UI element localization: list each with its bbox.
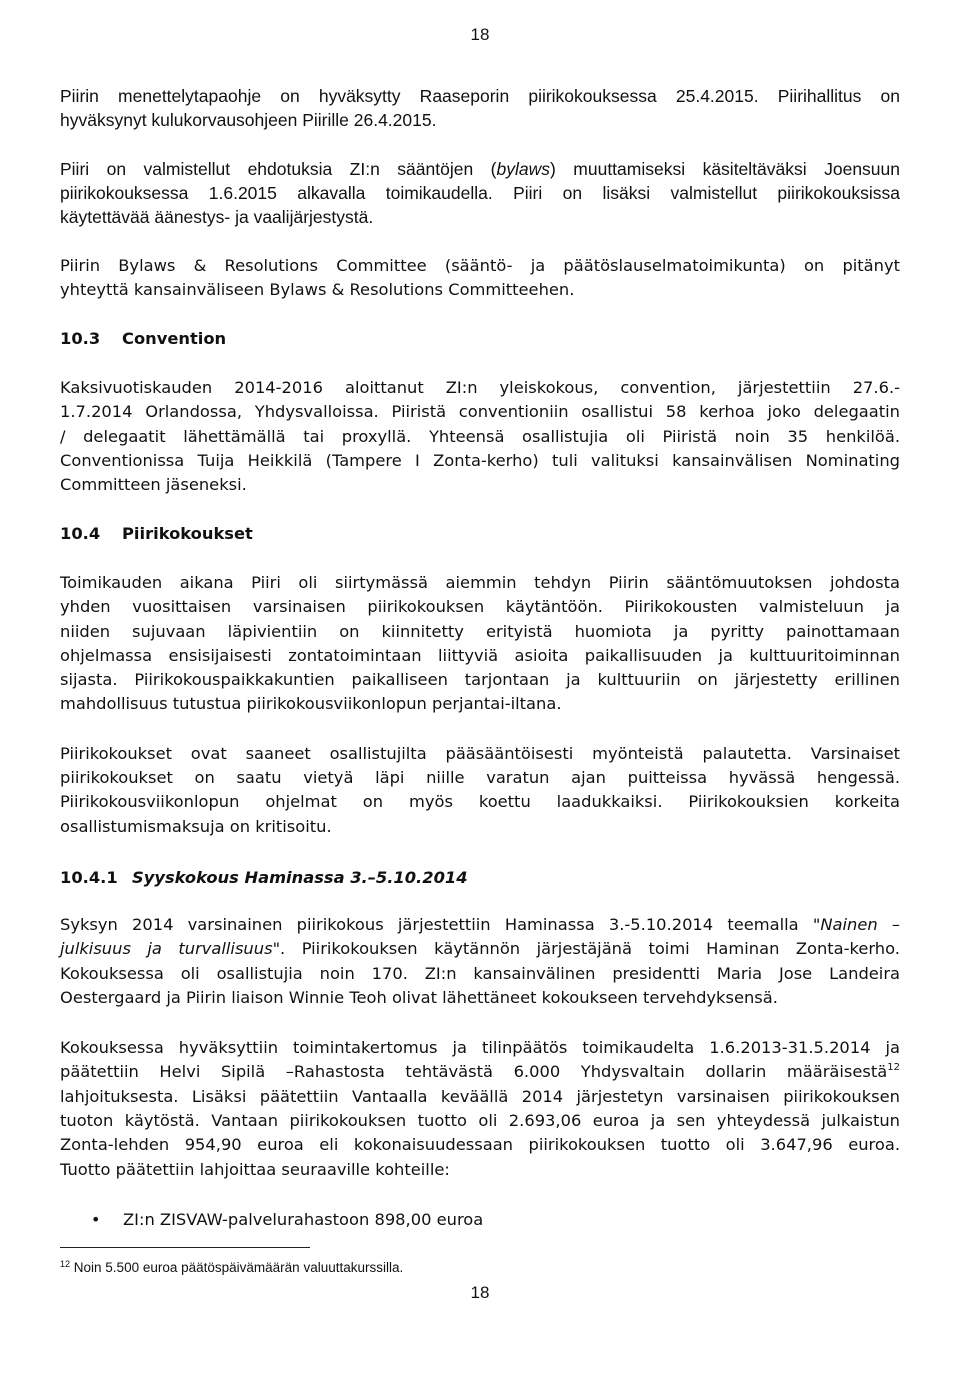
s104-p1-line3: niiden sujuvaan läpivientiin on kiinnitetty erityistä huomiota ja pyritty painottamaan (60, 622, 900, 641)
s103-line4: Conventionissa Tuija Heikkilä (Tampere I Zonta-kerho) tuli valituksi kansainvälisen Nominating (60, 451, 900, 470)
s104-p1-line4: ohjelmassa ensisijaisesti zontatoimintaan liittyviä asioita paikallisuuden ja kulttuuritoiminnan (60, 646, 900, 665)
s103-line1: Kaksivuotiskauden 2014-2016 aloittanut ZI:n yleiskokous, convention, järjestettiin 27.6.- (60, 378, 900, 397)
s103-line5: Committeen jäseneksi. (60, 475, 247, 494)
s104-p1-line6: mahdollisuus tutustua piirikokousviikonlopun perjantai-iltana. (60, 694, 562, 713)
s103-line3: / delegaatit lähettämällä tai proxyllä. Yhteensä osallistujia oli Piiristä noin 35 henkilöä. (60, 427, 900, 446)
intro-p1-line2: hyväksynyt kulukorvausohjeen Piirille 26.4.2015. (60, 110, 437, 130)
page-number-top: 18 (470, 25, 490, 44)
intro-p3-line2: yhteyttä kansainväliseen Bylaws & Resolutions Committeehen. (60, 280, 575, 299)
heading-10-4-1: 10.4.1 Syyskokous Haminassa 3.–5.10.2014 (60, 868, 468, 887)
s1041-p2-line3: lahjoituksesta. Lisäksi päätettiin Vantaalla keväällä 2014 järjestetyn varsinaisen piirikokouksen (60, 1087, 900, 1106)
s1041-p2-line2: päätettiin Helvi Sipilä –Rahastosta tehtävästä 6.000 Yhdysvaltain dollarin määräisestä$^{12}$ (60, 1062, 900, 1081)
s104-p1-line2: yhden vuosittaisen varsinaisen piirikokouksen käytäntöön. Piirikokousten valmisteluun ja (60, 597, 900, 616)
s1041-p2-line5: Zonta-lehden 954,90 euroa eli kokonaisuudessaan piirikokouksen tuotto oli 3.647,96 euroa. (60, 1135, 900, 1154)
footnote-separator (60, 1247, 310, 1248)
page-number-bottom: 18 (470, 1283, 490, 1302)
bullet-icon: • (91, 1210, 101, 1229)
footnote-ref-12[interactable]: 12 (887, 1062, 900, 1073)
s104-p2-line3: Piirikokousviikonlopun ohjelmat on myös koettu laadukkaiksi. Piirikokouksien korkeita (60, 792, 900, 811)
s104-p2-line4: osallistumismaksuja on kritisoitu. (60, 817, 332, 836)
s1041-p2-line1: Kokouksessa hyväksyttiin toimintakertomus ja tilinpäätös toimikaudelta 1.6.2013-31.5.2014 ja (60, 1038, 900, 1057)
s1041-p2-line6: Tuotto päätettiin lahjoittaa seuraaville kohteille: (60, 1160, 450, 1179)
intro-p2-line1: Piiri on valmistellut ehdotuksia ZI:n sääntöjen (bylaws) muuttamiseksi käsiteltäväksi Joensuun (60, 159, 901, 179)
heading-10-4: 10.4 Piirikokoukset (60, 524, 253, 543)
s1041-p1-line2: julkisuus ja turvallisuus". Piirikokouksen käytännön järjestäjänä toimi Haminan Zonta-kerho. (60, 939, 900, 958)
s1041-p1-line1: Syksyn 2014 varsinainen piirikokous järjestettiin Haminassa 3.-5.10.2014 teemalla "Nainen – (60, 915, 901, 934)
intro-p2-line3: käytettävää äänestys- ja vaalijärjestystä. (60, 207, 374, 227)
s1041-p1-line3: Kokouksessa oli osallistujia noin 170. ZI:n kansainvälinen presidentti Maria Jose Landeira (60, 964, 900, 983)
heading-10-3: 10.3 Convention (60, 329, 227, 348)
s1041-p1-line4: Oestergaard ja Piirin liaison Winnie Teoh olivat lähettäneet kokoukseen tervehdyksensä. (60, 988, 778, 1007)
s104-p1-line5: sijasta. Piirikokouspaikkakuntien paikalliseen tarjontaan ja kulttuuriin on järjestetty erillinen (60, 670, 900, 689)
s104-p2-line2: piirikokoukset on saatu vietyä läpi niille varatun ajan puitteissa hyvässä hengessä. (60, 768, 900, 787)
intro-p3-line1: Piirin Bylaws & Resolutions Committee (sääntö- ja päätöslauselmatoimikunta) on pitänyt (60, 256, 900, 275)
intro-p1-line1: Piirin menettelytapaohje on hyväksytty Raaseporin piirikokouksessa 25.4.2015. Piirihallitus on (60, 86, 900, 106)
list-item: ZI:n ZISVAW-palvelurahastoon 898,00 euroa (123, 1210, 484, 1229)
s1041-p2-line4: tuoton käytöstä. Vantaan piirikokouksen tuotto oli 2.693,06 euroa ja sen yhteydessä julkaistun (60, 1111, 900, 1130)
footnote-12: $^{12}$ Noin 5.500 euroa päätöspäivämäärän valuuttakurssilla. (60, 1259, 404, 1275)
s104-p1-line1: Toimikauden aikana Piiri oli siirtymässä aiemmin tehdyn Piirin sääntömuutoksen johdosta (60, 573, 900, 592)
intro-p2-line2: piirikokouksessa 1.6.2015 alkavalla toimikaudella. Piiri on lisäksi valmistellut piirikokouksissa (60, 183, 900, 203)
s103-line2: 1.7.2014 Orlandossa, Yhdysvalloissa. Piiristä conventioniin osallistui 58 kerhoa joko delegaatin (60, 402, 900, 421)
s104-p2-line1: Piirikokoukset ovat saaneet osallistujilta pääsääntöisesti myönteistä palautetta. Varsinaiset (60, 744, 900, 763)
